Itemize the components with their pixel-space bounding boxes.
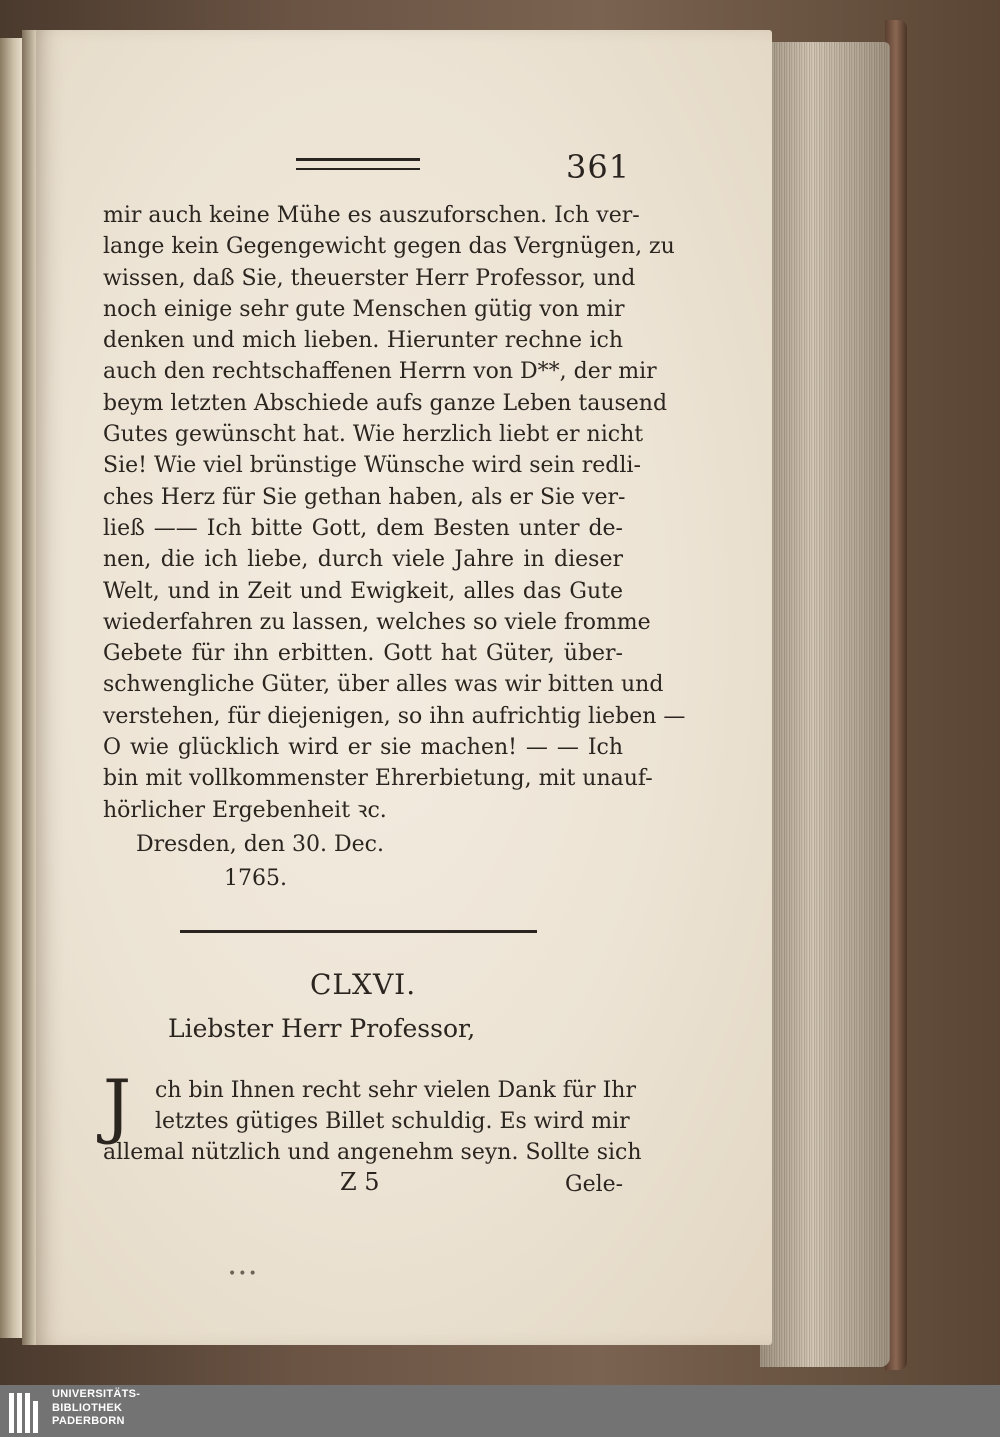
text-line: Gutes gewünscht hat. Wie herzlich liebt er nicht (103, 422, 644, 448)
signature-mark: Z 5 (340, 1168, 380, 1196)
header-rule (296, 158, 420, 170)
text-line: ch bin Ihnen recht sehr vielen Dank für Ihr (155, 1078, 636, 1103)
logo-line: BIBLIOTHEK (52, 1401, 123, 1414)
text-line: beym letzten Abschiede aufs ganze Leben tausend (103, 390, 668, 416)
text-line: verstehen, für diejenigen, so ihn aufrichtig lieben — (103, 703, 686, 729)
letter-body-text (103, 200, 686, 826)
section-divider-rule (180, 930, 537, 933)
letter-salutation: Liebster Herr Professor, (168, 1014, 476, 1043)
text-line: schwengliche Güter, über alles was wir bitten und (103, 672, 664, 698)
text-line: lange kein Gegengewicht gegen das Vergnügen, zu (103, 234, 675, 260)
text-line: nen, die ich liebe, durch viele Jahre in dieser (103, 547, 623, 573)
text-line: allemal nützlich und angenehm seyn. Sollte sich (103, 1140, 642, 1165)
text-line: bin mit vollkommenster Ehrerbietung, mit unauf- (103, 766, 653, 792)
library-footer-bar (0, 1385, 1000, 1437)
text-line: hörlicher Ergebenheit ꝛc. (103, 797, 387, 823)
text-line: Sie! Wie viel brünstige Wünsche wird sein redli- (103, 453, 641, 479)
catchword: Gele- (565, 1172, 624, 1197)
text-line: Gebete für ihn erbitten. Gott hat Güter, über- (103, 641, 623, 667)
logo-line: PADERBORN (52, 1415, 125, 1427)
book-gutter (22, 30, 36, 1345)
left-page-sliver (0, 38, 23, 1338)
text-line: noch einige sehr gute Menschen gütig von mir (103, 296, 625, 322)
page-stack-shading (760, 42, 890, 1367)
text-line: wissen, daß Sie, theuerster Herr Professor, und (103, 265, 636, 291)
closing-year: 1765. (224, 866, 287, 891)
text-line: wiederfahren zu lassen, welches so viele fromme (103, 609, 651, 635)
ink-smudge: ••• (228, 1266, 259, 1282)
letter-number-heading: CLXVI. (310, 968, 417, 1001)
page-number: 361 (566, 148, 631, 186)
library-logo-text (52, 1388, 140, 1429)
text-line: O wie glücklich wird er sie machen! — — Ich (103, 735, 623, 761)
closing-place-date: Dresden, den 30. Dec. (136, 832, 384, 857)
text-line: ließ —— Ich bitte Gott, dem Besten unter de- (103, 515, 623, 541)
text-line: auch den rechtschaffenen Herrn von D**, der mir (103, 359, 657, 385)
text-line: Welt, und in Zeit und Ewigkeit, alles das Gute (103, 578, 623, 604)
library-logo-icon (9, 1393, 45, 1433)
drop-cap: J (103, 1065, 132, 1147)
logo-line: UNIVERSITÄTS- (52, 1388, 141, 1400)
text-line: mir auch keine Mühe es auszuforschen. Ich ver- (103, 203, 640, 228)
text-line: letztes gütiges Billet schuldig. Es wird mir (155, 1109, 630, 1134)
new-letter-body (103, 1075, 642, 1168)
text-line: ches Herz für Sie gethan haben, als er Sie ver- (103, 484, 626, 510)
text-line: denken und mich lieben. Hierunter rechne ich (103, 328, 623, 354)
